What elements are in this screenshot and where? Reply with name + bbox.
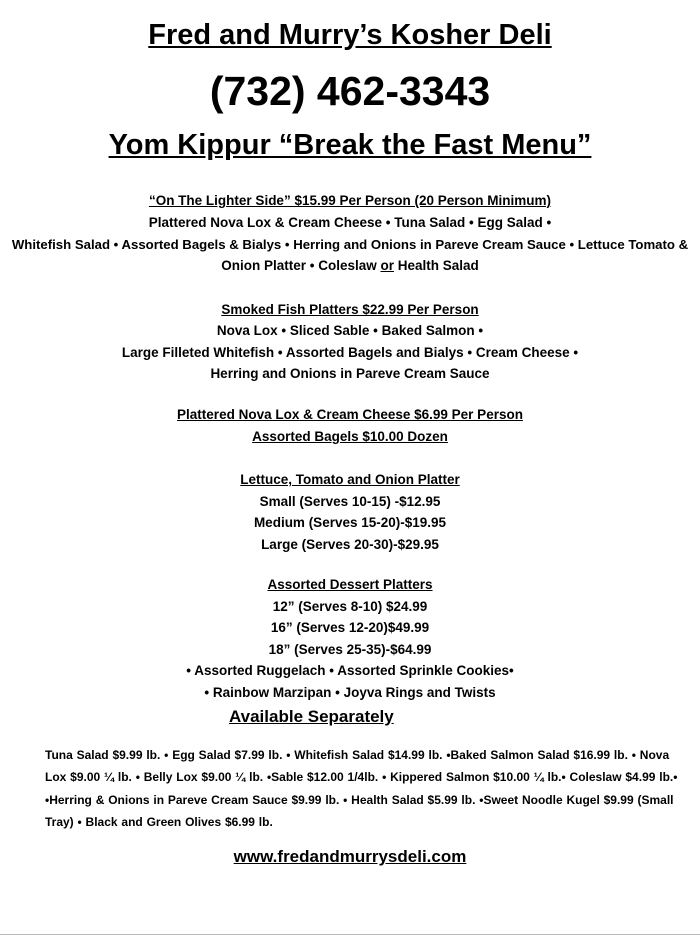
smoked-fish-line-2: Large Filleted Whitefish • Assorted Bagels and Bialys • Cream Cheese • [121,345,579,360]
smoked-fish-line-3: Herring and Onions in Pareve Cream Sauce [210,366,490,381]
lettuce-large: Large (Serves 20-30)-$29.95 [261,537,439,552]
lighter-side-heading: “On The Lighter Side” $15.99 Per Person (20 Person Minimum) [148,193,552,208]
lettuce-medium: Medium (Serves 15-20)-$19.95 [253,515,447,530]
smoked-fish-heading: Smoked Fish Platters $22.99 Per Person [221,302,479,317]
smoked-fish-line-1: Nova Lox • Sliced Sable • Baked Salmon • [216,323,484,338]
menu-subtitle: Yom Kippur “Break the Fast Menu” [108,129,592,161]
lighter-side-line-2: Whitefish Salad • Assorted Bagels & Bialys • Herring and Onions in Pareve Cream Sauce • Lettuce Tomato & [11,237,689,252]
assorted-bagels-item: Assorted Bagels $10.00 Dozen [252,429,448,444]
lighter-side-line-1: Plattered Nova Lox & Cream Cheese • Tuna Salad • Egg Salad • [148,215,552,230]
plattered-nova-item: Plattered Nova Lox & Cream Cheese $6.99 Per Person [177,407,523,422]
dessert-16-inch: 16” (Serves 12-20)$49.99 [270,620,430,635]
dessert-12-inch: 12” (Serves 8-10) $24.99 [272,599,428,614]
or-text: or [380,258,394,273]
deli-name-title: Fred and Murry’s Kosher Deli [148,19,552,51]
available-separately-text: Tuna Salad $9.99 lb. • Egg Salad $7.99 lb. • Whitefish Salad $14.99 lb. •Baked Salmon Salad $16.99 lb. • Nova Lox $9.00 ¼ lb. • Belly Lox $9.00 ¼ lb. •Sable $12.00 1/4lb. • Kippered Salmon $10.00 ¼ lb.• Coleslaw $4.99 lb.• •Herring & Onions in Pareve Cream Sauce $9.99 lb. • Health Salad $5.99 lb. •Sweet Noodle Kugel $9.99 (Small Tray) • Black and Green Olives $6.99 lb. [45,748,678,829]
lettuce-platter-heading: Lettuce, Tomato and Onion Platter [240,472,460,487]
dessert-items-1: • Assorted Ruggelach • Assorted Sprinkle Cookies• [186,663,514,678]
available-separately-heading: Available Separately [229,707,394,726]
lettuce-small: Small (Serves 10-15) -$12.95 [259,494,441,509]
lighter-line-3-start: Onion Platter • Coleslaw [221,258,381,273]
lighter-line-3-end: Health Salad [393,258,479,273]
dessert-heading: Assorted Dessert Platters [267,577,433,592]
lighter-side-line-3 [0,256,700,275]
dessert-18-inch: 18” (Serves 25-35)-$64.99 [268,642,432,657]
phone-number: (732) 462-3343 [209,68,491,114]
dessert-items-2: • Rainbow Marzipan • Joyva Rings and Twists [204,685,496,700]
website-link[interactable]: www.fredandmurrysdeli.com [233,847,467,866]
page-bottom-divider [0,934,700,935]
